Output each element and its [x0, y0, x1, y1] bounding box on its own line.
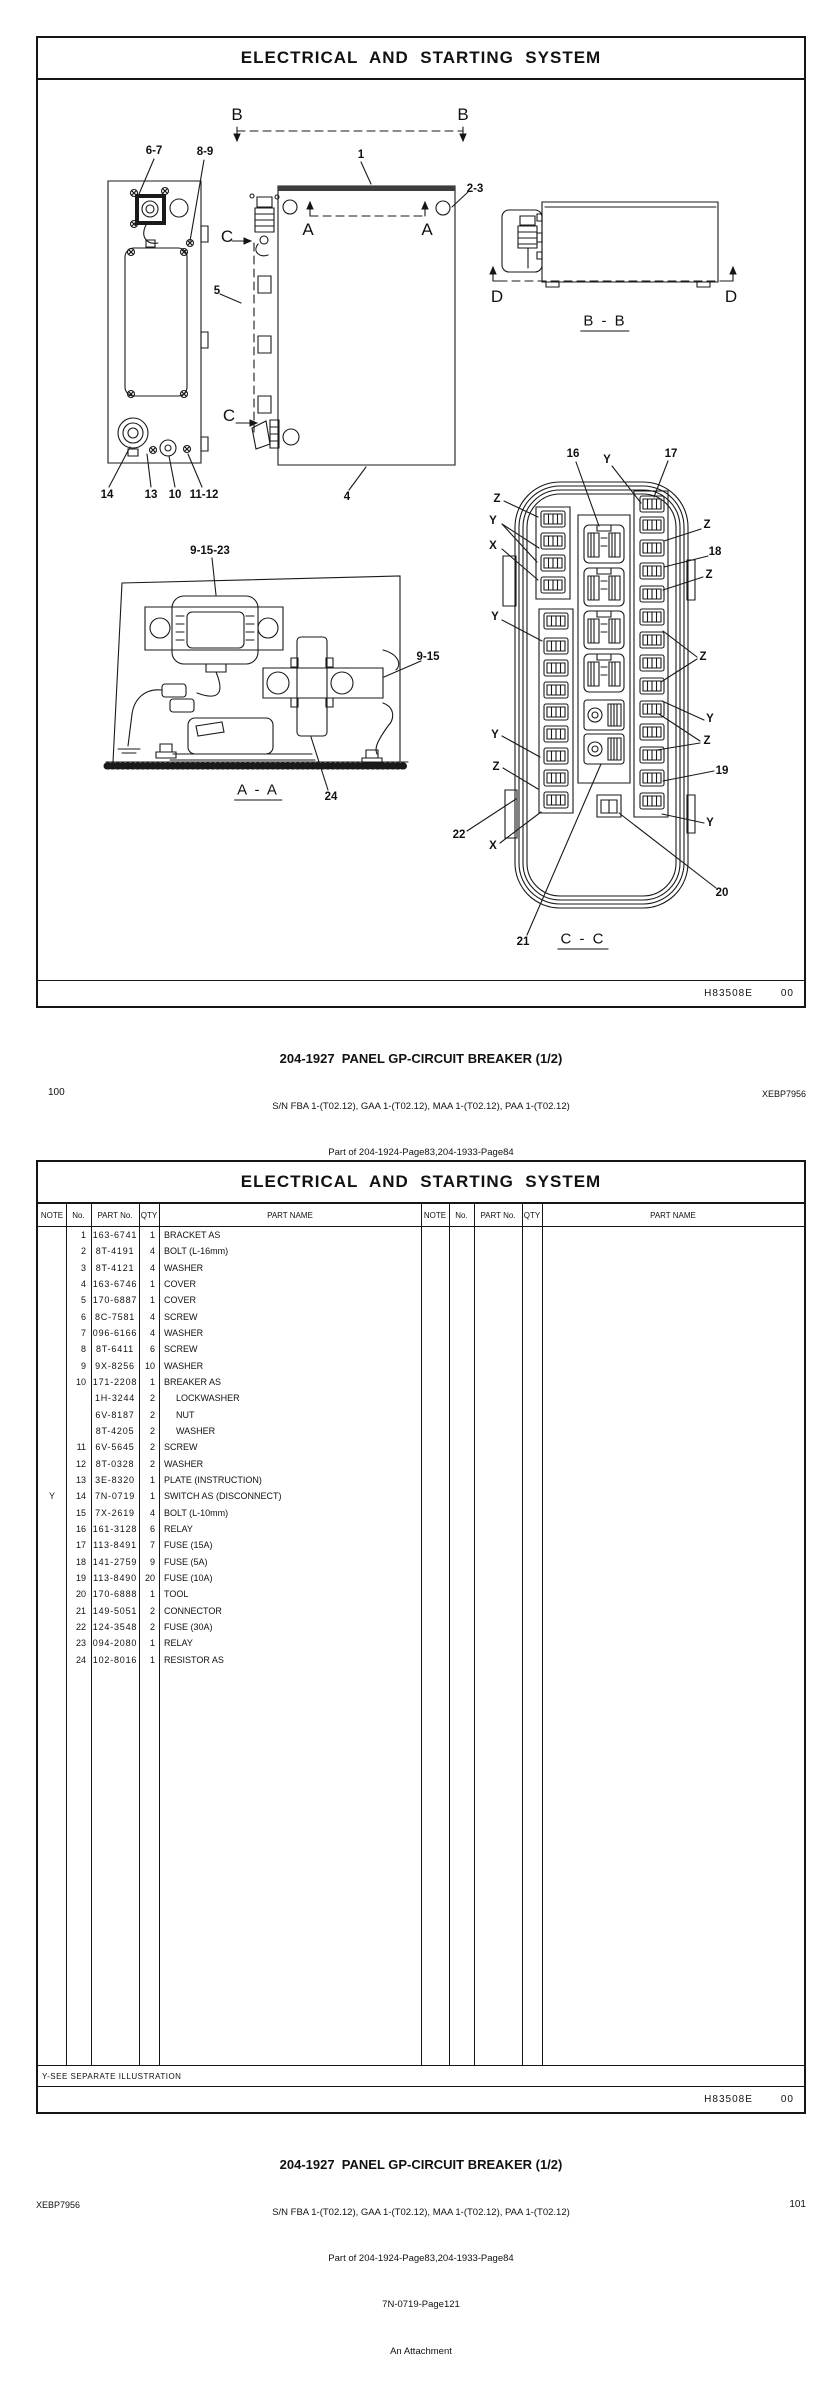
callout-label: Y [491, 729, 499, 741]
table-cell: 4 [149, 1507, 155, 1518]
table-cell [38, 1260, 66, 1276]
col-note: NOTE [40, 1210, 64, 1220]
table-cell: 149-5051 [92, 1605, 138, 1616]
table-cell: 17 [75, 1540, 86, 1551]
caption-title: 204-1927 PANEL GP-CIRCUIT BREAKER (1/2) [279, 1051, 563, 1066]
table-cell: WASHER [164, 1327, 204, 1338]
table-cell: PLATE (INSTRUCTION) [164, 1474, 262, 1485]
aa-section-view [106, 576, 408, 766]
table-cell: 7 [80, 1327, 86, 1338]
callout-label: 16 [566, 448, 580, 460]
table-cell: SCREW [164, 1344, 198, 1355]
table-cell [38, 1537, 66, 1553]
table-cell: 14 [75, 1491, 86, 1502]
table-cell: 8C-7581 [94, 1311, 136, 1322]
table-cell: 22 [75, 1621, 86, 1632]
callout-label: 17 [664, 448, 678, 460]
table-cell [38, 1603, 66, 1619]
table-cell: 12 [75, 1458, 86, 1469]
callout-label: 6-7 [145, 145, 163, 157]
callout-label: B [231, 105, 243, 124]
table-cell: 113-8490 [93, 1572, 137, 1583]
callout-label: C [222, 406, 236, 425]
table-cell: 2 [149, 1621, 155, 1632]
callout-label: 5 [213, 285, 221, 297]
callout-label: 13 [144, 489, 158, 501]
table-cell: 171-2208 [92, 1376, 138, 1387]
table-cell: 4 [149, 1262, 155, 1273]
table-cell [38, 1390, 66, 1406]
table-cell: 170-6887 [92, 1295, 138, 1306]
doc-footer-2 [38, 2086, 804, 2112]
table-column-divider [449, 1202, 450, 2066]
callout-label: D [490, 287, 504, 306]
table-cell: 6 [149, 1344, 155, 1355]
callout-label: Z [703, 735, 711, 747]
callout-label: A [302, 220, 314, 239]
callout-label: Z [699, 651, 707, 663]
table-cell: 4 [80, 1278, 86, 1289]
page-title: ELECTRICAL AND STARTING SYSTEM [38, 38, 804, 80]
callout-label: 24 [324, 791, 338, 803]
table-cell: 113-8491 [93, 1540, 137, 1551]
callout-label: 11-12 [189, 489, 219, 501]
table-cell: FUSE (10A) [164, 1572, 213, 1583]
table-cell [66, 1423, 91, 1439]
table-cell: 10 [75, 1376, 86, 1387]
table-column-divider [421, 1202, 422, 2066]
table-cell [38, 1341, 66, 1357]
table-cell: 2 [149, 1409, 155, 1420]
table-cell: 24 [75, 1654, 86, 1665]
table-cell [38, 1586, 66, 1602]
table-cell: 1 [149, 1295, 155, 1306]
doc-revision: 00 [780, 988, 794, 999]
table-cell: BOLT (L-10mm) [164, 1507, 229, 1518]
table-cell: 1 [149, 1491, 155, 1502]
table-cell: 7N-0719 [94, 1491, 136, 1502]
callout-label: C - C [558, 931, 609, 950]
table-cell [38, 1276, 66, 1292]
table-cell: 170-6888 [92, 1589, 138, 1600]
table-cell: 19 [75, 1572, 86, 1583]
table-cell: 8T-0328 [95, 1458, 135, 1469]
table-cell: 11 [76, 1442, 86, 1453]
table-cell: SCREW [164, 1442, 198, 1453]
callout-label: 14 [100, 489, 114, 501]
table-cell: 1 [80, 1230, 86, 1240]
table-cell [38, 1423, 66, 1439]
callout-label: Z [705, 569, 713, 581]
callout-label: B [457, 105, 469, 124]
doc-code: H83508E [704, 988, 753, 999]
callout-label: Z [493, 493, 501, 505]
caption-attachment: An Attachment [390, 2345, 452, 2357]
table-cell: 10 [144, 1360, 155, 1371]
table-cell: 8T-4121 [95, 1262, 135, 1273]
parts-table-rows [38, 1227, 421, 1668]
table-cell: 20 [144, 1572, 155, 1583]
table-cell: WASHER [164, 1360, 204, 1371]
table-cell: 163-6741 [92, 1230, 138, 1240]
table-cell: 1 [149, 1230, 155, 1240]
caption-partof: Part of 204-1924-Page83,204-1933-Page84 [328, 1147, 514, 1159]
table-cell: BRACKET AS [164, 1230, 221, 1240]
table-cell: 2 [149, 1442, 155, 1453]
callout-label: 22 [452, 829, 466, 841]
table-cell: 1 [149, 1654, 155, 1665]
table-cell: 7 [149, 1540, 155, 1551]
table-cell [38, 1309, 66, 1325]
callout-label: Y [706, 713, 714, 725]
callout-label: Y [491, 611, 499, 623]
cc-section-view [503, 482, 695, 908]
table-cell: Y [48, 1491, 55, 1502]
table-cell: 1 [149, 1278, 155, 1289]
table-cell: COVER [164, 1278, 197, 1289]
callout-label: Z [703, 519, 711, 531]
callout-label: C [220, 227, 234, 246]
table-cell: 8 [80, 1344, 86, 1355]
table-column-divider [474, 1202, 475, 2066]
callout-label: 18 [708, 546, 722, 558]
leader-lines [109, 159, 716, 935]
table-cell: FUSE (30A) [164, 1621, 213, 1632]
table-cell: RELAY [164, 1523, 193, 1534]
table-cell: 20 [75, 1589, 86, 1600]
table-cell: RESISTOR AS [164, 1654, 224, 1665]
caption-reference: 7N-0719-Page121 [382, 2299, 460, 2311]
page-1 [36, 36, 806, 1008]
table-column-divider [139, 1202, 140, 2066]
table-column-divider [542, 1202, 543, 2066]
col-part-no: PART No. [97, 1210, 133, 1220]
table-cell: 6 [149, 1523, 155, 1534]
callout-label: A [421, 220, 433, 239]
table-cell: 21 [75, 1605, 86, 1616]
table-cell [38, 1456, 66, 1472]
callout-label: 9-15 [416, 651, 440, 663]
col-note-2: NOTE [423, 1210, 447, 1220]
table-cell [38, 1521, 66, 1537]
table-cell: 2 [149, 1393, 155, 1404]
table-cell: 8T-4191 [95, 1246, 135, 1257]
doc-id-1: XEBP7956 [761, 1089, 806, 1099]
table-cell: TOOL [164, 1589, 189, 1600]
table-cell: WASHER [176, 1425, 216, 1436]
table-cell: 2 [149, 1458, 155, 1469]
diagram-page1 [38, 78, 804, 981]
table-cell: 23 [75, 1638, 86, 1649]
table-cell: 8T-6411 [96, 1344, 134, 1355]
table-cell: WASHER [164, 1262, 204, 1273]
callout-label: 10 [168, 489, 182, 501]
col-no: No. [72, 1210, 85, 1220]
table-cell: 6 [80, 1311, 86, 1322]
table-column-divider [91, 1202, 92, 2066]
table-cell: FUSE (15A) [164, 1540, 213, 1551]
table-cell: 124-3548 [92, 1621, 138, 1632]
table-cell [66, 1407, 91, 1423]
table-cell: WASHER [164, 1458, 204, 1469]
table-cell [38, 1472, 66, 1488]
callout-label: 20 [715, 887, 729, 899]
table-cell: 1 [149, 1376, 155, 1387]
col-part-name: PART NAME [267, 1210, 313, 1220]
table-column-divider [66, 1202, 67, 2066]
callout-label: A - A [234, 782, 282, 801]
table-column-divider [522, 1202, 523, 2066]
table-cell: 4 [149, 1327, 155, 1338]
doc-id-2: XEBP7956 [36, 2200, 81, 2210]
page-title-2: ELECTRICAL AND STARTING SYSTEM [38, 1162, 804, 1204]
callout-label: B - B [580, 313, 629, 332]
doc-revision-2: 00 [780, 2094, 794, 2105]
table-cell: RELAY [164, 1638, 193, 1649]
caption-page2 [36, 2122, 806, 2393]
table-cell: 1 [149, 1474, 155, 1485]
front-panel-view [232, 186, 455, 465]
table-cell: 1H-3244 [94, 1393, 136, 1404]
doc-code-2: H83508E [704, 2094, 753, 2105]
table-cell: 18 [75, 1556, 86, 1567]
table-cell: 3 [80, 1262, 86, 1273]
table-cell: 7X-2619 [95, 1507, 135, 1518]
col-qty-2: QTY [523, 1210, 541, 1220]
table-cell: BOLT (L-16mm) [164, 1246, 229, 1257]
table-cell: 102-8016 [92, 1654, 138, 1665]
table-cell: 1 [149, 1589, 155, 1600]
separate-illustration-note: Y-SEE SEPARATE ILLUSTRATION [38, 2065, 804, 2086]
table-cell [38, 1570, 66, 1586]
callout-label: 8-9 [196, 146, 214, 158]
table-cell: 9 [80, 1360, 86, 1371]
callout-label: 1 [357, 149, 365, 161]
callout-label: Z [492, 761, 500, 773]
caption-serials: S/N FBA 1-(T02.12), GAA 1-(T02.12), MAA 1-(T02.12), PAA 1-(T02.12) [272, 2207, 570, 2218]
callout-label: Y [706, 817, 714, 829]
table-cell [38, 1505, 66, 1521]
col-qty: QTY [140, 1210, 158, 1220]
table-cell: SWITCH AS (DISCONNECT) [164, 1491, 282, 1502]
table-cell [38, 1407, 66, 1423]
table-cell [38, 1227, 66, 1243]
bb-section-view [493, 202, 733, 287]
table-cell [38, 1619, 66, 1635]
table-cell: 1 [149, 1638, 155, 1649]
table-cell: 3E-8320 [95, 1474, 135, 1485]
table-cell: FUSE (5A) [164, 1556, 208, 1567]
table-cell: CONNECTOR [164, 1605, 222, 1616]
page-number-2: 101 [789, 2199, 806, 2210]
callout-label: 19 [715, 765, 729, 777]
caption-serials: S/N FBA 1-(T02.12), GAA 1-(T02.12), MAA 1-(T02.12), PAA 1-(T02.12) [272, 1101, 570, 1112]
table-cell: COVER [164, 1295, 197, 1306]
col-no-2: No. [455, 1210, 468, 1220]
table-cell [38, 1292, 66, 1308]
doc-footer-1 [38, 980, 804, 1006]
caption-title: 204-1927 PANEL GP-CIRCUIT BREAKER (1/2) [279, 2157, 563, 2172]
table-cell: 096-6166 [92, 1327, 138, 1338]
table-cell: SCREW [164, 1311, 198, 1322]
table-cell [38, 1635, 66, 1651]
table-cell: LOCKWASHER [176, 1393, 240, 1404]
table-cell: 5 [80, 1295, 86, 1306]
table-cell: 6V-8187 [95, 1409, 135, 1420]
callout-label: D [724, 287, 738, 306]
table-cell [38, 1243, 66, 1259]
callout-label: 9-15-23 [190, 545, 230, 557]
table-cell [38, 1358, 66, 1374]
b-section-arrows [237, 127, 463, 141]
table-cell: 163-6746 [92, 1278, 138, 1289]
table-cell: 9 [149, 1556, 155, 1567]
callout-label: Y [603, 454, 611, 466]
table-column-divider [159, 1202, 160, 2066]
table-cell: 15 [75, 1507, 86, 1518]
table-cell: 2 [80, 1246, 86, 1257]
table-cell: 6V-5645 [95, 1442, 135, 1453]
callout-label: 2-3 [466, 183, 484, 195]
page-number-1: 100 [48, 1087, 65, 1098]
callout-label: X [489, 840, 497, 852]
table-cell: 16 [75, 1523, 86, 1534]
table-cell [38, 1325, 66, 1341]
table-cell: 141-2759 [92, 1556, 138, 1567]
page-2 [36, 1160, 806, 2114]
table-cell [38, 1554, 66, 1570]
col-part-no-2: PART No. [480, 1210, 516, 1220]
table-cell: 2 [149, 1425, 155, 1436]
table-cell: 13 [75, 1474, 86, 1485]
table-cell [66, 1390, 91, 1406]
callout-label: 21 [516, 936, 530, 948]
table-cell: 4 [149, 1246, 155, 1257]
table-cell: 8T-4205 [95, 1425, 135, 1436]
table-cell: BREAKER AS [164, 1376, 222, 1387]
table-cell: 094-2080 [92, 1638, 138, 1649]
table-cell [38, 1439, 66, 1455]
table-cell: 2 [149, 1605, 155, 1616]
callout-label: X [489, 540, 497, 552]
table-cell [38, 1374, 66, 1390]
callout-label: Y [489, 515, 497, 527]
table-cell: NUT [176, 1409, 195, 1420]
table-cell [38, 1652, 66, 1668]
callout-label: 4 [343, 491, 351, 503]
col-part-name-2: PART NAME [650, 1210, 696, 1220]
caption-partof: Part of 204-1924-Page83,204-1933-Page84 [328, 2253, 514, 2265]
table-cell: 4 [149, 1311, 155, 1322]
table-cell: 9X-8256 [95, 1360, 135, 1371]
table-cell: 161-3128 [92, 1523, 138, 1534]
